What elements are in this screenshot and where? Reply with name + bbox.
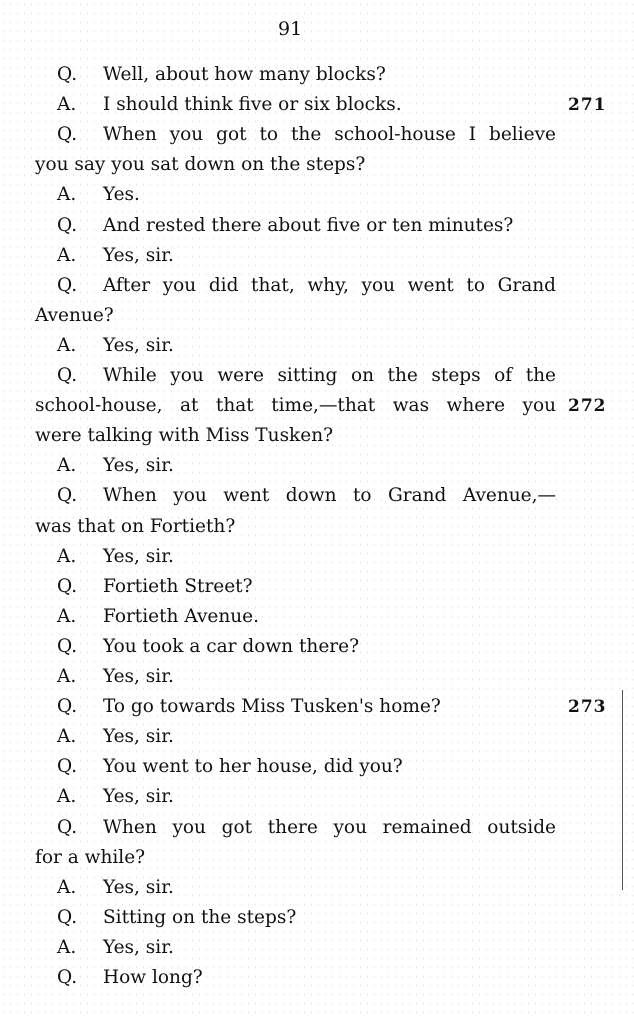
line-text: Well, about how many blocks?: [103, 64, 386, 85]
speaker-label: A.: [57, 726, 77, 748]
speaker-label: A.: [57, 786, 77, 808]
line-text: Avenue?: [35, 304, 114, 326]
speaker-label: Q.: [57, 696, 78, 718]
line-text: for a while?: [35, 846, 146, 868]
speaker-label: A.: [57, 94, 77, 116]
speaker-label: A.: [57, 876, 77, 898]
line-text: Yes, sir.: [103, 545, 174, 567]
line-text: Yes, sir.: [103, 786, 174, 808]
line-text: When you got to the school-house I believe: [103, 124, 556, 146]
line-text: When you went down to Grand Avenue,—: [103, 485, 556, 507]
speaker-label: Q.: [57, 756, 78, 778]
line-text: Yes, sir.: [103, 936, 174, 958]
line-text: Fortieth Street?: [103, 575, 253, 597]
line-text: Yes, sir.: [103, 244, 174, 266]
speaker-label: Q.: [57, 575, 78, 597]
margin-folio-number: 273: [568, 697, 607, 718]
speaker-label: Q.: [57, 485, 78, 507]
speaker-label: Q.: [57, 816, 78, 838]
line-text: Yes, sir.: [103, 726, 174, 748]
line-text: Yes.: [103, 184, 140, 206]
line-text: Fortieth Avenue.: [103, 605, 260, 627]
speaker-label: A.: [57, 244, 77, 266]
line-text: Yes, sir.: [103, 666, 174, 687]
line-text: When you got there you remained outside: [103, 816, 556, 838]
speaker-label: A.: [57, 184, 77, 206]
speaker-label: A.: [57, 334, 77, 356]
margin-rule: [622, 690, 623, 890]
line-text: While you were sitting on the steps of the: [103, 365, 556, 386]
speaker-label: Q.: [57, 64, 78, 85]
line-text: To go towards Miss Tusken's home?: [103, 696, 441, 718]
line-text: You went to her house, did you?: [103, 756, 403, 778]
line-text: You took a car down there?: [103, 635, 359, 657]
line-text: Yes, sir.: [103, 455, 174, 477]
speaker-label: Q.: [57, 967, 78, 988]
speaker-label: Q.: [57, 214, 78, 236]
speaker-label: A.: [57, 545, 77, 567]
speaker-label: Q.: [57, 365, 78, 386]
line-text: And rested there about five or ten minutes?: [103, 214, 514, 236]
line-text: How long?: [103, 967, 203, 988]
line-text: were talking with Miss Tusken?: [35, 425, 334, 447]
line-text: Sitting on the steps?: [103, 906, 297, 928]
speaker-label: Q.: [57, 274, 78, 296]
speaker-label: Q.: [57, 635, 78, 657]
speaker-label: A.: [57, 936, 77, 958]
line-text: was that on Fortieth?: [35, 515, 236, 537]
line-text: Yes, sir.: [103, 876, 174, 898]
speaker-label: A.: [57, 666, 77, 687]
speaker-label: A.: [57, 605, 77, 627]
speaker-label: Q.: [57, 124, 78, 146]
margin-folio-number: 271: [568, 95, 607, 116]
line-text: I should think five or six blocks.: [103, 94, 402, 116]
page-number: 91: [278, 18, 303, 40]
speaker-label: Q.: [57, 906, 78, 928]
line-text: After you did that, why, you went to Grand: [103, 274, 556, 296]
speaker-label: A.: [57, 455, 77, 477]
line-text: Yes, sir.: [103, 334, 174, 356]
margin-folio-number: 272: [568, 396, 607, 417]
line-text: school-house, at that time,—that was where you: [35, 395, 556, 417]
line-text: you say you sat down on the steps?: [35, 154, 366, 176]
